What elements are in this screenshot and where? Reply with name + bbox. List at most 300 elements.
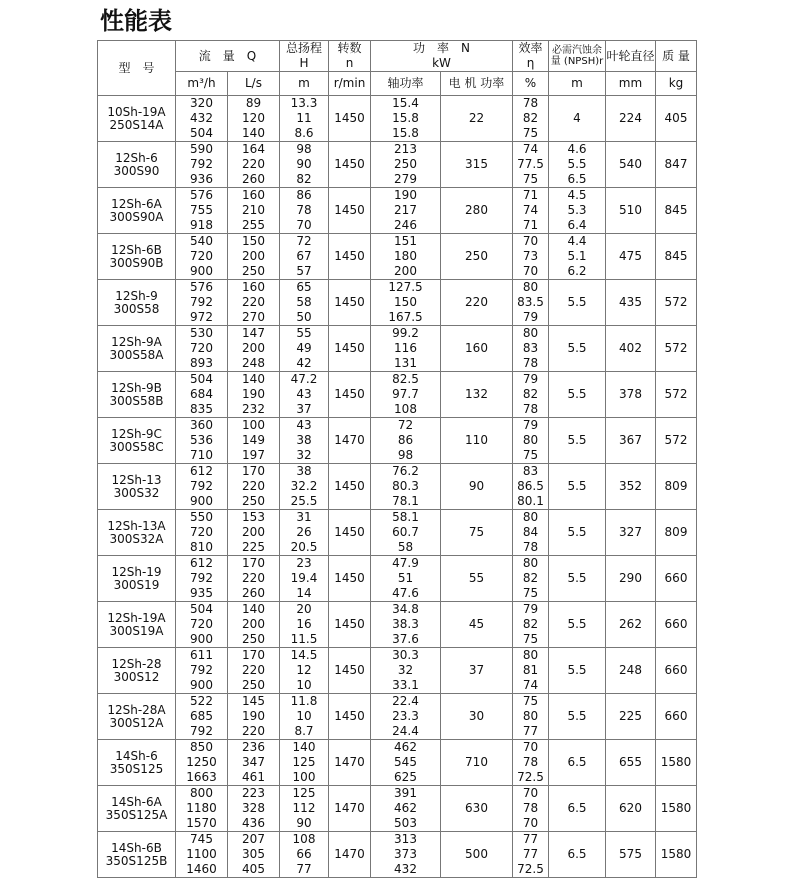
- head-value: 70: [296, 218, 312, 232]
- cell-shaft: [371, 96, 441, 142]
- npsh-value: 4.6: [567, 142, 587, 156]
- shaft-value: 30.3: [392, 648, 419, 662]
- col-header-impeller: 叶轮直径: [606, 41, 656, 72]
- cell-weight: 660: [656, 694, 697, 740]
- cell-flow-ls: [228, 510, 280, 556]
- col-header-eff: [513, 41, 549, 72]
- head-value: 90: [296, 816, 312, 830]
- eff-value: 79: [522, 602, 539, 616]
- shaft-value: 38.3: [392, 617, 419, 631]
- table-row: [98, 786, 697, 832]
- eff-value: 70: [522, 264, 539, 278]
- flow-ls-value: 220: [242, 724, 265, 738]
- flow-ls-value: 210: [242, 203, 265, 217]
- cell-model: [98, 234, 176, 280]
- flow-m3h-value: 720: [190, 341, 213, 355]
- cell-shaft: [371, 694, 441, 740]
- flow-m3h-value: 893: [190, 356, 213, 370]
- eff-value: 80: [522, 280, 539, 294]
- cell-eff: [513, 188, 549, 234]
- flow-ls-value: 220: [242, 295, 265, 309]
- cell-npsh: [549, 142, 606, 188]
- cell-shaft: [371, 648, 441, 694]
- cell-flow-m3h: [176, 556, 228, 602]
- shaft-value: 97.7: [392, 387, 419, 401]
- cell-motor: 280: [441, 188, 513, 234]
- flow-ls-value: 149: [242, 433, 265, 447]
- cell-model: [98, 280, 176, 326]
- cell-eff: [513, 694, 549, 740]
- flow-ls-value: 200: [242, 617, 265, 631]
- model-value: 12Sh-6B: [111, 242, 162, 257]
- eff-value: 80: [522, 648, 539, 662]
- model-value: 300S32A: [109, 531, 164, 546]
- head-value: 43: [296, 387, 312, 401]
- cell-model: [98, 740, 176, 786]
- npsh-value: 5.5: [567, 387, 587, 401]
- flow-m3h-value: 1180: [186, 801, 217, 815]
- flow-m3h-value: 504: [190, 372, 213, 386]
- head-value: 14: [296, 586, 312, 600]
- table-row: [98, 280, 697, 326]
- shaft-value: 78.1: [392, 494, 419, 508]
- flow-ls-value: 89: [245, 96, 262, 110]
- eff-value: 82: [522, 571, 539, 585]
- cell-flow-m3h: [176, 786, 228, 832]
- cell-shaft: [371, 602, 441, 648]
- eff-value: 80: [522, 556, 539, 570]
- cell-shaft: [371, 326, 441, 372]
- flow-ls-value: 150: [242, 234, 265, 248]
- cell-flow-ls: [228, 648, 280, 694]
- cell-weight: 660: [656, 556, 697, 602]
- eff-value: 83: [522, 341, 539, 355]
- eff-value: 74: [522, 678, 539, 692]
- npsh-value: 6.2: [567, 264, 587, 278]
- eff-label: 效率: [518, 41, 543, 55]
- flow-ls-value: 170: [242, 464, 265, 478]
- shaft-value: 250: [394, 157, 417, 171]
- header-row-1: [98, 41, 697, 72]
- cell-npsh: [549, 694, 606, 740]
- cell-speed: 1470: [329, 832, 371, 878]
- unit-npsh: m: [549, 72, 606, 96]
- shaft-value: 60.7: [392, 525, 419, 539]
- model-value: 10Sh-19A: [107, 104, 166, 119]
- head-value: 26: [296, 525, 312, 539]
- col-header-npsh: 必需汽蚀余量 (NPSH)r: [549, 41, 606, 72]
- model-value: 350S125A: [105, 807, 168, 822]
- shaft-value: 76.2: [392, 464, 419, 478]
- eff-value: 80: [522, 433, 539, 447]
- cell-eff: [513, 832, 549, 878]
- flow-ls-value: 260: [242, 586, 265, 600]
- cell-model: [98, 372, 176, 418]
- table-row: [98, 372, 697, 418]
- cell-model: [98, 648, 176, 694]
- table-row: [98, 418, 697, 464]
- eff-value: 80: [522, 510, 539, 524]
- cell-motor: 30: [441, 694, 513, 740]
- npsh-value: 5.5: [567, 525, 587, 539]
- shaft-value: 37.6: [392, 632, 419, 646]
- cell-model: [98, 832, 176, 878]
- npsh-value: 5.5: [567, 571, 587, 585]
- cell-eff: [513, 280, 549, 326]
- cell-flow-m3h: [176, 234, 228, 280]
- flow-m3h-value: 720: [190, 525, 213, 539]
- head-value: 86: [296, 188, 312, 202]
- flow-m3h-value: 900: [190, 632, 213, 646]
- eff-value: 80.1: [517, 494, 544, 508]
- cell-model: [98, 602, 176, 648]
- head-value: 20.5: [290, 540, 318, 554]
- cell-shaft: [371, 510, 441, 556]
- model-value: 300S58A: [109, 347, 164, 362]
- flow-ls-value: 170: [242, 556, 265, 570]
- cell-speed: 1450: [329, 326, 371, 372]
- cell-speed: 1450: [329, 372, 371, 418]
- subheader-motor-power: 电 机 功率: [441, 72, 513, 96]
- shaft-value: 246: [394, 218, 417, 232]
- cell-eff: [513, 372, 549, 418]
- flow-ls-value: 220: [242, 571, 265, 585]
- cell-flow-ls: [228, 786, 280, 832]
- head-value: 100: [292, 770, 316, 784]
- cell-npsh: [549, 648, 606, 694]
- shaft-value: 625: [394, 770, 417, 784]
- eff-value: 80: [522, 326, 539, 340]
- cell-head: [280, 510, 329, 556]
- flow-m3h-value: 792: [190, 571, 213, 585]
- cell-speed: 1470: [329, 740, 371, 786]
- cell-speed: 1450: [329, 694, 371, 740]
- cell-head: [280, 602, 329, 648]
- flow-ls-value: 190: [242, 387, 265, 401]
- flow-m3h-value: 1460: [186, 862, 217, 876]
- eff-value: 84: [522, 525, 539, 539]
- head-value: 32: [296, 448, 312, 462]
- table-row: [98, 648, 697, 694]
- flow-ls-value: 160: [242, 188, 265, 202]
- cell-weight: 809: [656, 464, 697, 510]
- cell-shaft: [371, 418, 441, 464]
- npsh-value: 5.3: [567, 203, 587, 217]
- flow-m3h-value: 1250: [186, 755, 217, 769]
- cell-motor: 315: [441, 142, 513, 188]
- flow-m3h-value: 936: [190, 172, 213, 186]
- cell-speed: 1470: [329, 418, 371, 464]
- cell-flow-m3h: [176, 602, 228, 648]
- cell-impeller: 224: [606, 96, 656, 142]
- head-value: 10: [296, 709, 312, 723]
- flow-ls-value: 250: [242, 632, 265, 646]
- model-value: 300S32: [113, 485, 160, 500]
- flow-ls-value: 147: [242, 326, 265, 340]
- npsh-value: 5.5: [567, 341, 587, 355]
- cell-speed: 1450: [329, 142, 371, 188]
- flow-ls-value: 248: [242, 356, 265, 370]
- cell-head: [280, 96, 329, 142]
- shaft-value: 167.5: [388, 310, 423, 324]
- eff-value: 75: [522, 694, 539, 708]
- cell-shaft: [371, 740, 441, 786]
- cell-motor: 37: [441, 648, 513, 694]
- shaft-value: 279: [394, 172, 417, 186]
- cell-flow-ls: [228, 188, 280, 234]
- shaft-value: 86: [397, 433, 414, 447]
- shaft-value: 15.8: [392, 111, 419, 125]
- cell-shaft: [371, 188, 441, 234]
- npsh-value: 6.5: [567, 172, 587, 186]
- eff-value: 75: [522, 448, 539, 462]
- head-value: 31: [296, 510, 312, 524]
- shaft-value: 47.6: [392, 586, 419, 600]
- head-value: 32.2: [290, 479, 318, 493]
- shaft-value: 391: [394, 786, 417, 800]
- npsh-value: 5.5: [567, 617, 587, 631]
- table-row: [98, 96, 697, 142]
- table-row: [98, 832, 697, 878]
- shaft-value: 213: [394, 142, 417, 156]
- unit-flow-ls: L/s: [228, 72, 280, 96]
- eff-value: 79: [522, 372, 539, 386]
- flow-m3h-value: 1570: [186, 816, 217, 830]
- model-value: 300S12: [113, 669, 160, 684]
- head-value: 49: [296, 341, 312, 355]
- cell-speed: 1450: [329, 648, 371, 694]
- flow-m3h-value: 972: [190, 310, 213, 324]
- shaft-value: 127.5: [388, 280, 423, 294]
- cell-flow-m3h: [176, 418, 228, 464]
- flow-m3h-value: 522: [190, 694, 213, 708]
- cell-speed: 1450: [329, 556, 371, 602]
- flow-m3h-value: 685: [190, 709, 213, 723]
- unit-impeller: mm: [606, 72, 656, 96]
- flow-ls-value: 250: [242, 678, 265, 692]
- eff-value: 77.5: [517, 157, 544, 171]
- head-value: 20: [296, 602, 312, 616]
- page-title: 性能表: [100, 7, 172, 35]
- shaft-value: 108: [394, 402, 417, 416]
- shaft-value: 47.9: [392, 556, 419, 570]
- cell-head: [280, 372, 329, 418]
- cell-weight: 405: [656, 96, 697, 142]
- cell-npsh: [549, 556, 606, 602]
- cell-speed: 1450: [329, 96, 371, 142]
- shaft-value: 313: [394, 832, 417, 846]
- shaft-value: 545: [394, 755, 417, 769]
- model-value: 300S19A: [109, 623, 164, 638]
- flow-m3h-value: 504: [190, 126, 213, 140]
- flow-ls-value: 270: [242, 310, 265, 324]
- flow-ls-value: 200: [242, 341, 265, 355]
- model-value: 250S14A: [109, 117, 164, 132]
- eff-value: 75: [522, 126, 539, 140]
- head-value: 125: [292, 786, 316, 800]
- head-value: 42: [296, 356, 312, 370]
- eff-value: 77: [522, 724, 539, 738]
- cell-speed: 1470: [329, 786, 371, 832]
- eff-value: 74: [522, 142, 539, 156]
- col-header-power: [371, 41, 513, 72]
- col-header-speed: [329, 41, 371, 72]
- cell-flow-ls: [228, 372, 280, 418]
- cell-motor: 110: [441, 418, 513, 464]
- cell-head: [280, 326, 329, 372]
- cell-impeller: 290: [606, 556, 656, 602]
- cell-flow-m3h: [176, 326, 228, 372]
- flow-ls-value: 461: [242, 770, 265, 784]
- cell-model: [98, 464, 176, 510]
- cell-shaft: [371, 234, 441, 280]
- eff-value: 73: [522, 249, 539, 263]
- eff-value: 82: [522, 617, 539, 631]
- cell-model: [98, 694, 176, 740]
- model-value: 350S125: [109, 761, 164, 776]
- cell-flow-ls: [228, 464, 280, 510]
- npsh-value: 6.5: [567, 847, 587, 861]
- head-value: 12: [296, 663, 312, 677]
- model-value: 12Sh-19A: [107, 610, 166, 625]
- flow-ls-value: 190: [242, 709, 265, 723]
- shaft-value: 23.3: [392, 709, 419, 723]
- cell-weight: 660: [656, 648, 697, 694]
- head-value: 16: [296, 617, 312, 631]
- flow-m3h-value: 1663: [186, 770, 217, 784]
- model-value: 300S19: [113, 577, 160, 592]
- shaft-value: 82.5: [392, 372, 419, 386]
- cell-flow-ls: [228, 280, 280, 326]
- table-row: [98, 602, 697, 648]
- cell-npsh: [549, 786, 606, 832]
- eff-value: 75: [522, 632, 539, 646]
- cell-flow-m3h: [176, 142, 228, 188]
- model-value: 12Sh-9: [115, 288, 158, 303]
- cell-model: [98, 96, 176, 142]
- cell-weight: 572: [656, 372, 697, 418]
- eff-value: 83: [522, 464, 539, 478]
- cell-shaft: [371, 142, 441, 188]
- cell-speed: 1450: [329, 280, 371, 326]
- flow-m3h-value: 720: [190, 249, 213, 263]
- cell-head: [280, 832, 329, 878]
- flow-ls-value: 197: [242, 448, 265, 462]
- shaft-value: 373: [394, 847, 417, 861]
- flow-m3h-value: 935: [190, 586, 213, 600]
- cell-weight: 660: [656, 602, 697, 648]
- shaft-value: 51: [397, 571, 414, 585]
- shaft-value: 15.4: [392, 96, 419, 110]
- speed-symbol: n: [345, 56, 354, 70]
- cell-flow-ls: [228, 740, 280, 786]
- cell-impeller: 575: [606, 832, 656, 878]
- head-value: 11: [296, 111, 312, 125]
- eff-value: 70: [522, 816, 539, 830]
- cell-eff: [513, 556, 549, 602]
- cell-shaft: [371, 372, 441, 418]
- cell-impeller: 378: [606, 372, 656, 418]
- eff-value: 77: [522, 832, 539, 846]
- eff-value: 82: [522, 111, 539, 125]
- shaft-value: 462: [394, 801, 417, 815]
- npsh-value: 5.5: [567, 663, 587, 677]
- flow-ls-value: 305: [242, 847, 265, 861]
- cell-flow-m3h: [176, 740, 228, 786]
- head-value: 72: [296, 234, 312, 248]
- head-value: 67: [296, 249, 312, 263]
- cell-flow-ls: [228, 96, 280, 142]
- shaft-value: 151: [394, 234, 417, 248]
- shaft-value: 15.8: [392, 126, 419, 140]
- col-header-model: 型 号: [98, 41, 176, 96]
- cell-speed: 1450: [329, 464, 371, 510]
- cell-motor: 90: [441, 464, 513, 510]
- head-value: 11.5: [290, 632, 318, 646]
- npsh-value: 4.4: [567, 234, 587, 248]
- model-value: 12Sh-9A: [111, 334, 162, 349]
- flow-m3h-value: 1100: [186, 847, 217, 861]
- flow-m3h-value: 536: [190, 433, 213, 447]
- cell-speed: 1450: [329, 188, 371, 234]
- cell-model: [98, 188, 176, 234]
- cell-model: [98, 786, 176, 832]
- cell-model: [98, 510, 176, 556]
- cell-head: [280, 786, 329, 832]
- cell-motor: 45: [441, 602, 513, 648]
- eff-value: 79: [522, 310, 539, 324]
- head-value: 66: [296, 847, 312, 861]
- flow-m3h-value: 792: [190, 157, 213, 171]
- eff-value: 82: [522, 387, 539, 401]
- shaft-value: 462: [394, 740, 417, 754]
- cell-motor: 75: [441, 510, 513, 556]
- model-value: 12Sh-9B: [111, 380, 162, 395]
- model-value: 300S90A: [109, 209, 164, 224]
- cell-npsh: [549, 96, 606, 142]
- flow-m3h-value: 800: [190, 786, 213, 800]
- npsh-value: 5.1: [567, 249, 587, 263]
- cell-head: [280, 234, 329, 280]
- flow-ls-value: 250: [242, 264, 265, 278]
- speed-label: 转数: [337, 41, 362, 55]
- npsh-value: 6.5: [567, 801, 587, 815]
- cell-flow-m3h: [176, 188, 228, 234]
- shaft-value: 190: [394, 188, 417, 202]
- head-value: 11.8: [290, 694, 318, 708]
- cell-weight: 1580: [656, 740, 697, 786]
- power-label: 功 率 N: [413, 41, 470, 55]
- head-value: 112: [292, 801, 316, 815]
- model-value: 12Sh-9C: [111, 426, 162, 441]
- cell-flow-ls: [228, 832, 280, 878]
- cell-model: [98, 418, 176, 464]
- head-value: 13.3: [290, 96, 318, 110]
- npsh-value: 5.5: [567, 157, 587, 171]
- flow-ls-value: 164: [242, 142, 265, 156]
- model-value: 300S58B: [109, 393, 164, 408]
- cell-eff: [513, 418, 549, 464]
- cell-head: [280, 280, 329, 326]
- shaft-value: 72: [397, 418, 414, 432]
- flow-ls-value: 153: [242, 510, 265, 524]
- col-header-weight: 质 量: [656, 41, 697, 72]
- npsh-value: 4: [573, 111, 581, 125]
- cell-npsh: [549, 372, 606, 418]
- flow-ls-value: 170: [242, 648, 265, 662]
- eff-value: 70: [522, 234, 539, 248]
- shaft-value: 180: [394, 249, 417, 263]
